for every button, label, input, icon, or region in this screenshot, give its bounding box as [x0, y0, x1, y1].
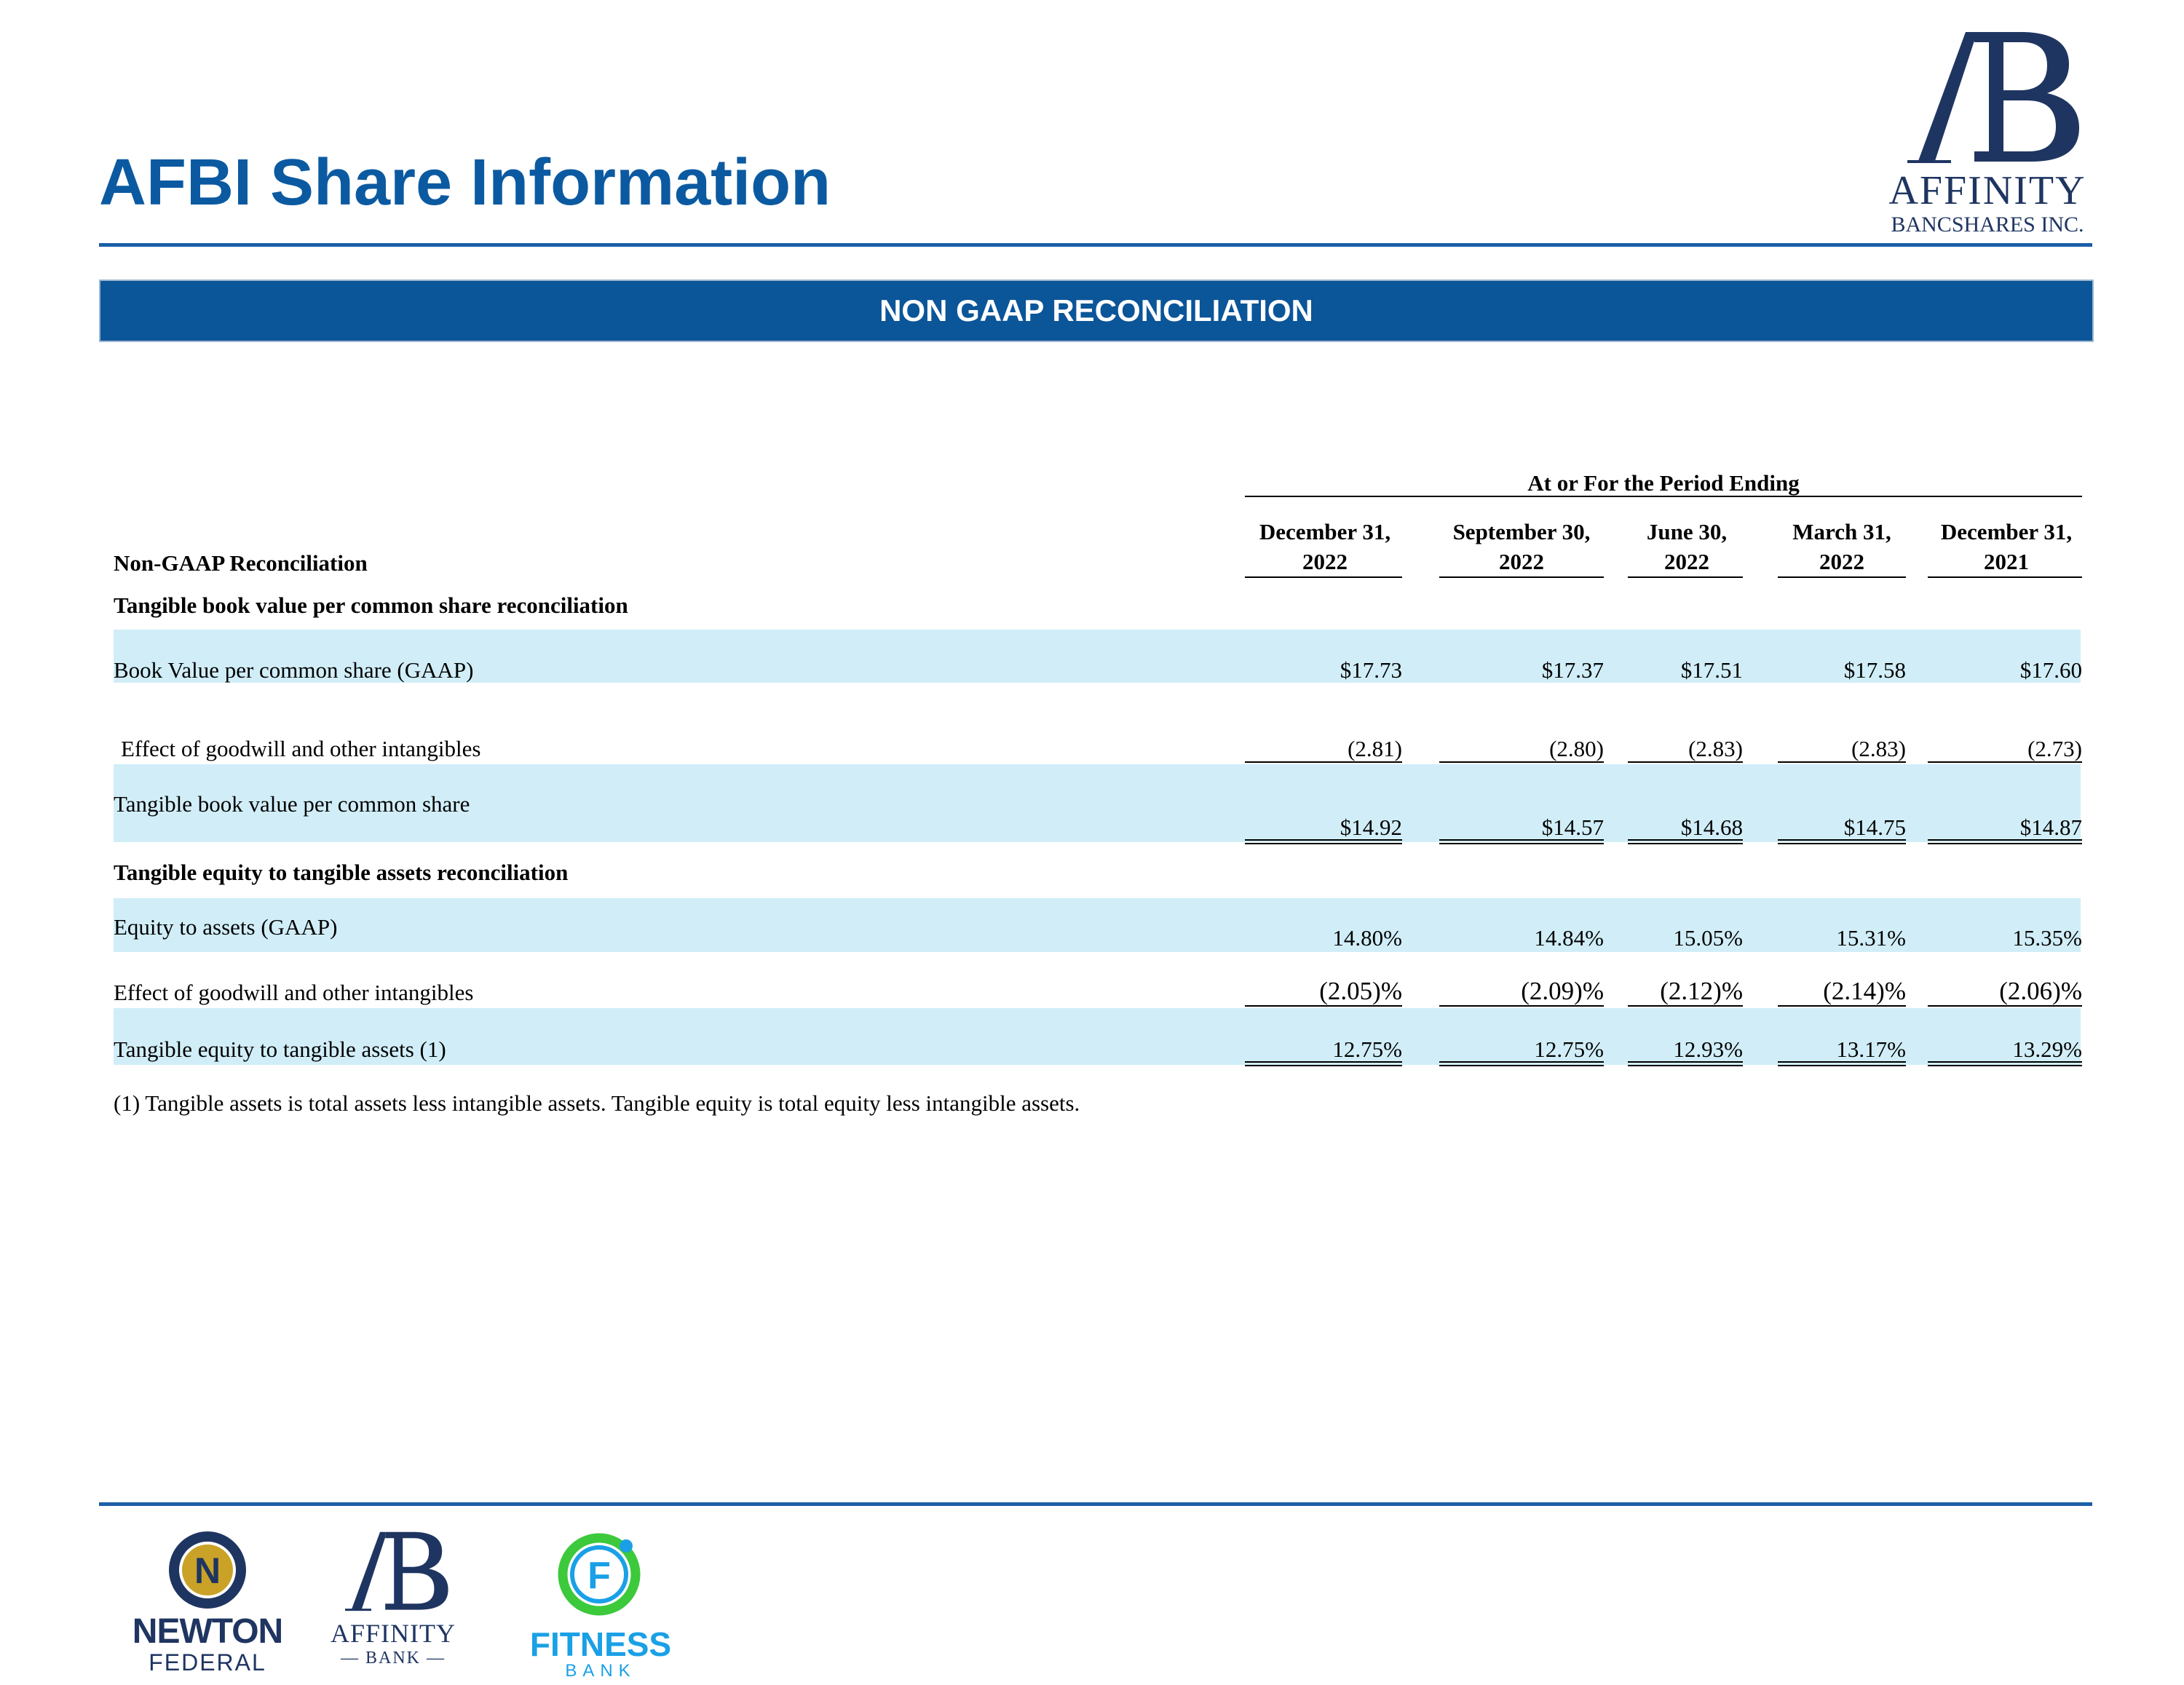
row-label: Equity to assets (GAAP) [114, 914, 338, 940]
subtotal-rule [1928, 761, 2082, 763]
cell-value: 15.31% [1836, 925, 1906, 951]
cell-value: (2.73) [2027, 736, 2082, 761]
page-title: AFBI Share Information [99, 146, 831, 219]
cell-value: $14.57 [1541, 814, 1604, 840]
newton-word: NEWTON [132, 1612, 283, 1651]
cell-value: $17.37 [1541, 657, 1604, 683]
subtotal-rule [1778, 1005, 1906, 1007]
cell-value: (2.80) [1549, 736, 1604, 761]
row-label: Effect of goodwill and other intangibles [114, 980, 474, 1005]
subtotal-rule [1245, 1005, 1402, 1007]
column-header-rule [1928, 576, 2082, 578]
column-header-mar-2022: March 31, 2022 [1792, 519, 1891, 574]
affinity-bank-logo [320, 1529, 466, 1681]
total-double-rule [1628, 1061, 1743, 1066]
fitness-bank-logo [524, 1527, 677, 1684]
column-header-rule [1245, 576, 1402, 578]
total-double-rule [1778, 1061, 1906, 1066]
cell-value: $14.87 [2019, 814, 2082, 840]
period-header-rule [1245, 496, 2082, 497]
cell-value: 13.17% [1836, 1036, 1906, 1062]
cell-value: 15.05% [1673, 925, 1743, 951]
footnote: (1) Tangible assets is total assets less intangible assets. Tangible equity is total equity less intangible assets. [114, 1090, 1080, 1116]
subtotal-rule [1628, 1005, 1743, 1007]
row-label: Effect of goodwill and other intangibles [121, 736, 481, 761]
svg-text:F: F [587, 1555, 611, 1597]
cell-value: $14.68 [1680, 814, 1743, 840]
column-header-jun-2022: June 30, 2022 [1646, 519, 1728, 574]
cell-value: 12.75% [1534, 1036, 1604, 1062]
total-double-rule [1928, 1061, 2082, 1066]
ab-monogram-small-icon [328, 1529, 459, 1616]
logo-bancshares-word: BANCSHARES INC. [1891, 213, 2084, 237]
column-header-sep-2022: September 30, 2022 [1452, 519, 1591, 574]
newton-n-icon [167, 1530, 248, 1610]
cell-value: (2.14)% [1823, 977, 1906, 1005]
column-header-rule [1439, 576, 1604, 578]
section-title-tangible-equity: Tangible equity to tangible assets reconciliation [114, 860, 569, 885]
cell-value: $17.51 [1680, 657, 1743, 683]
cell-value: $17.60 [2019, 657, 2082, 683]
subtotal-rule [1928, 1005, 2082, 1007]
newton-federal-logo [116, 1529, 298, 1681]
logo-affinity-word: AFFINITY [1888, 168, 2086, 213]
cell-value: (2.83) [1851, 736, 1906, 761]
subtotal-rule [1439, 761, 1604, 763]
cell-value: (2.05)% [1319, 977, 1402, 1005]
cell-value: 12.93% [1673, 1036, 1743, 1062]
affinity-bank-word: AFFINITY [330, 1619, 456, 1648]
period-header: At or For the Period Ending [1527, 470, 1800, 496]
section-title-tangible-book-value: Tangible book value per common share reconciliation [114, 592, 628, 618]
fitness-word: FITNESS [529, 1625, 672, 1663]
column-header-rule [1628, 576, 1743, 578]
cell-value: (2.06)% [1999, 977, 2082, 1005]
subtotal-rule [1628, 761, 1743, 763]
fitness-bank-word: BANK [565, 1661, 636, 1681]
bank-word: — BANK — [340, 1649, 446, 1668]
total-double-rule [1439, 1061, 1604, 1066]
federal-word: FEDERAL [149, 1649, 266, 1676]
svg-text:N: N [194, 1550, 221, 1591]
column-header-dec-2022: December 31, 2022 [1259, 519, 1391, 574]
row-label: Tangible book value per common share [114, 791, 470, 817]
cell-value: 14.80% [1332, 925, 1402, 951]
total-double-rule [1778, 839, 1906, 844]
cell-value: (2.81) [1348, 736, 1402, 761]
total-double-rule [1928, 839, 2082, 844]
cell-value: 12.75% [1332, 1036, 1402, 1062]
cell-value: 13.29% [2012, 1036, 2082, 1062]
fitness-f-icon [553, 1527, 648, 1622]
cell-value: $14.92 [1340, 814, 1402, 840]
column-header-rule [1778, 576, 1906, 578]
banner-title: NON GAAP RECONCILIATION [879, 293, 1313, 328]
row-label: Tangible equity to tangible assets (1) [114, 1036, 446, 1062]
row-header: Non-GAAP Reconciliation [114, 550, 368, 576]
total-double-rule [1439, 839, 1604, 844]
cell-value: 15.35% [2012, 925, 2082, 951]
subtotal-rule [1778, 761, 1906, 763]
cell-value: $17.58 [1843, 657, 1906, 683]
total-double-rule [1245, 839, 1402, 844]
cell-value: 14.84% [1534, 925, 1604, 951]
cell-value: $17.73 [1340, 657, 1402, 683]
cell-value: $14.75 [1843, 814, 1906, 840]
cell-value: (2.12)% [1660, 977, 1743, 1005]
row-label: Book Value per common share (GAAP) [114, 657, 474, 683]
total-double-rule [1628, 839, 1743, 844]
footer-divider [99, 1502, 2092, 1506]
ab-monogram-icon [1878, 26, 2097, 172]
section-banner [99, 279, 2094, 342]
cell-value: (2.09)% [1521, 977, 1604, 1005]
total-double-rule [1245, 1061, 1402, 1066]
cell-value: (2.83) [1688, 736, 1743, 761]
title-divider [99, 243, 2092, 247]
subtotal-rule [1439, 1005, 1604, 1007]
affinity-bancshares-logo [1878, 26, 2097, 237]
subtotal-rule [1245, 761, 1402, 763]
column-header-dec-2021: December 31, 2021 [1940, 519, 2073, 574]
